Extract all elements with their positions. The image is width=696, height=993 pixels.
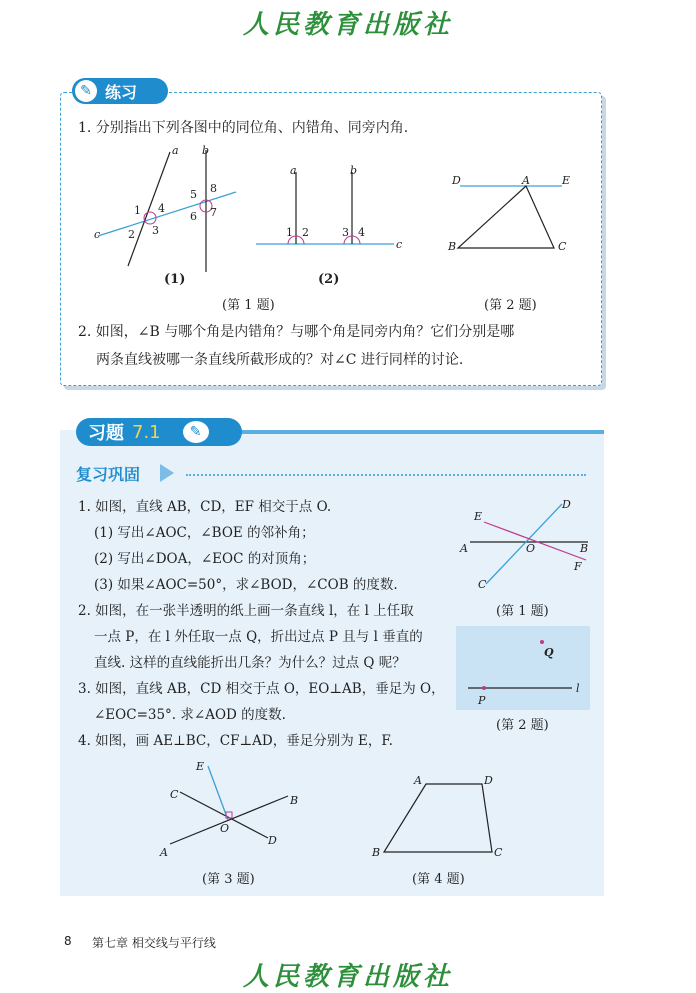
label-8: 8 bbox=[210, 182, 217, 195]
practice-q2-line1: 2. 如图，∠B 与哪个角是内错角？与哪个角是同旁内角？它们分别是哪 bbox=[78, 324, 515, 340]
label-a2: a bbox=[290, 164, 297, 177]
fig2-label: (2) bbox=[318, 272, 340, 287]
label-C-4: C bbox=[494, 846, 503, 859]
label-c: c bbox=[94, 228, 101, 241]
caption-q2: (第 2 题) bbox=[484, 298, 537, 313]
exercise-header-line bbox=[240, 430, 604, 434]
trapezoid-ABCD bbox=[384, 784, 492, 852]
caption-q1: (第 1 题) bbox=[222, 298, 275, 313]
label-E-tri: E bbox=[562, 174, 571, 187]
pencil-icon: ✎ bbox=[183, 421, 209, 443]
chapter-title: 第七章 相交线与平行线 bbox=[92, 936, 216, 950]
ex-q1-1: (1) 写出∠AOC，∠BOE 的邻补角； bbox=[94, 525, 315, 541]
label-O-3: O bbox=[220, 822, 230, 835]
label-b2: b bbox=[350, 164, 358, 177]
section-arrow-icon bbox=[160, 464, 174, 482]
label-5: 5 bbox=[190, 188, 197, 201]
label-A-1: A bbox=[460, 542, 468, 555]
ex-q3-l1: 3. 如图，直线 AB，CD 相交于点 O，EO⊥AB，垂足为 O， bbox=[78, 681, 445, 697]
practice-figure-triangle bbox=[446, 170, 582, 260]
fig1-label: (1) bbox=[164, 272, 186, 287]
label-l: l bbox=[576, 682, 580, 695]
label-B-1: B bbox=[580, 542, 589, 555]
ex-q3-l2: ∠EOC=35°. 求∠AOD 的度数. bbox=[94, 707, 286, 723]
label-E-3: E bbox=[196, 760, 205, 773]
label-6: 6 bbox=[190, 210, 197, 223]
label-2-2: 2 bbox=[302, 226, 309, 239]
section-review: 复习巩固 bbox=[76, 465, 141, 484]
label-B-3: B bbox=[290, 794, 299, 807]
ex-q1-2: (2) 写出∠DOA，∠EOC 的对顶角； bbox=[94, 551, 316, 567]
exercise-figure-4 bbox=[364, 770, 514, 866]
page-number: 8 bbox=[64, 934, 72, 948]
exercise-figure-3 bbox=[150, 756, 310, 862]
label-C-tri: C bbox=[558, 240, 567, 253]
label-D-4: D bbox=[484, 774, 493, 787]
label-3: 3 bbox=[152, 224, 159, 237]
line-CD bbox=[486, 504, 562, 584]
point-Q bbox=[540, 640, 544, 644]
ex-q2-l1: 2. 如图，在一张半透明的纸上画一条直线 l，在 l 上任取 bbox=[78, 603, 414, 619]
label-D-tri: D bbox=[452, 174, 461, 187]
label-O-1: O bbox=[526, 542, 536, 555]
exercise-tab-number: 7.1 bbox=[132, 421, 161, 443]
label-C-3: C bbox=[170, 788, 179, 801]
exercise-figure-1 bbox=[456, 496, 596, 596]
label-D-1: D bbox=[562, 498, 571, 511]
label-A-tri: A bbox=[522, 174, 530, 187]
label-7: 7 bbox=[210, 206, 217, 219]
label-A-3: A bbox=[160, 846, 168, 859]
ex-caption-4: (第 4 题) bbox=[412, 872, 465, 887]
point-P bbox=[482, 686, 486, 690]
label-a: a bbox=[172, 144, 179, 157]
label-2-1: 1 bbox=[286, 226, 293, 239]
label-2-3: 3 bbox=[342, 226, 349, 239]
exercise-figure-2-drawing bbox=[456, 626, 590, 710]
label-Q: Q bbox=[544, 646, 554, 659]
label-b: b bbox=[202, 144, 210, 157]
ex-q1-3: (3) 如果∠AOC=50°，求∠BOD，∠COB 的度数. bbox=[94, 577, 398, 593]
label-D-3: D bbox=[268, 834, 277, 847]
practice-q1: 1. 分别指出下列各图中的同位角、内错角、同旁内角. bbox=[78, 120, 409, 136]
practice-figure-1 bbox=[90, 140, 250, 280]
practice-figure-2 bbox=[254, 160, 414, 260]
label-A-4: A bbox=[414, 774, 422, 787]
practice-icon: ✎ bbox=[75, 80, 97, 102]
label-1: 1 bbox=[134, 204, 141, 217]
exercise-tab bbox=[76, 418, 242, 446]
label-B-tri: B bbox=[448, 240, 457, 253]
label-B-4: B bbox=[372, 846, 381, 859]
ex-q2-l2: 一点 P，在 l 外任取一点 Q，折出过点 P 且与 l 垂直的 bbox=[94, 629, 423, 645]
triangle-ABC bbox=[458, 186, 554, 248]
ex-q2-l3: 直线. 这样的直线能折出几条？为什么？过点 Q 呢？ bbox=[94, 655, 406, 671]
label-P: P bbox=[478, 694, 486, 707]
label-4: 4 bbox=[158, 202, 165, 215]
practice-tab-label: 练习 bbox=[105, 82, 138, 102]
ex-caption-1: (第 1 题) bbox=[496, 604, 549, 619]
ex-q1: 1. 如图，直线 AB，CD，EF 相交于点 O. bbox=[78, 499, 332, 515]
publisher-logo-bottom: 人民教育出版社 bbox=[242, 962, 453, 992]
label-C-1: C bbox=[478, 578, 487, 591]
label-c2: c bbox=[396, 238, 403, 251]
label-E-1: E bbox=[474, 510, 483, 523]
publisher-logo-top: 人民教育出版社 bbox=[242, 10, 453, 40]
ex-q4: 4. 如图，画 AE⊥BC，CF⊥AD，垂足分别为 E，F. bbox=[78, 733, 393, 749]
label-F-1: F bbox=[574, 560, 582, 573]
label-2: 2 bbox=[128, 228, 135, 241]
practice-tab bbox=[72, 78, 168, 104]
practice-q2-line2: 两条直线被哪一条直线所截形成的？对∠C 进行同样的讨论. bbox=[96, 352, 464, 368]
ex-caption-3: (第 3 题) bbox=[202, 872, 255, 887]
exercise-tab-title: 习题 bbox=[88, 423, 124, 444]
section-divider bbox=[186, 474, 586, 476]
ex-caption-2: (第 2 题) bbox=[496, 718, 549, 733]
label-2-4: 4 bbox=[358, 226, 365, 239]
